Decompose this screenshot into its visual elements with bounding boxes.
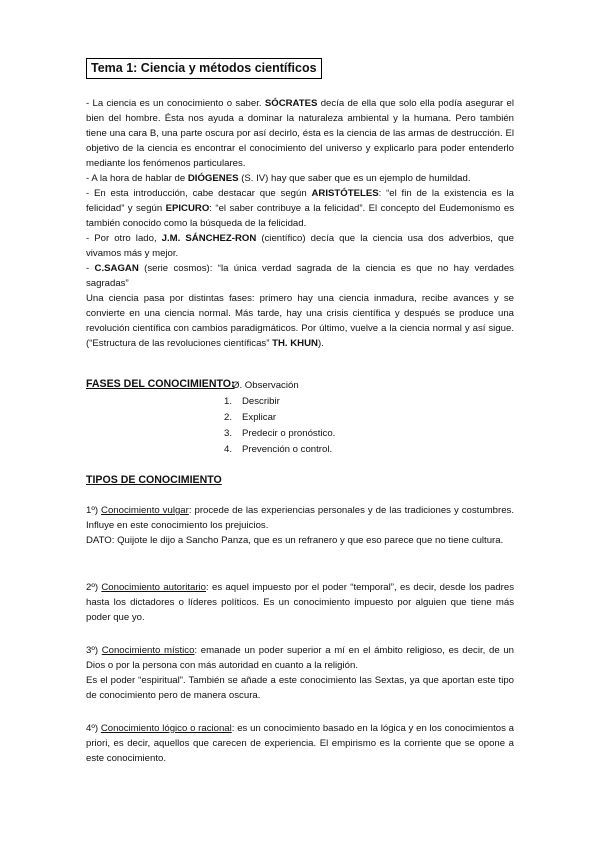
type-paragraph: 4º) Conocimiento lógico o racional: es un conocimiento basado en la lógica y en los conocimientos a priori, es decir, aquellos que carecen de experiencia. El empirismo es la corriente que se opone a este conocimiento. <box>86 723 515 764</box>
type-note: DATO: Quijote le dijo a Sancho Panza, que es un refranero y que eso parece que no tiene cultura. <box>86 535 504 546</box>
phase-item: 1. Describir <box>224 396 280 407</box>
document-title: Tema 1: Ciencia y métodos científicos <box>86 58 322 79</box>
type-paragraph: 3º) Conocimiento místico: emanade un poder superior a mí en el ámbito religioso, es decir, de un Dios o por la persona con más autoridad en cuanto a la religión. <box>86 645 514 671</box>
phase-item: 3. Predecir o pronóstico. <box>224 428 336 439</box>
type-mistico <box>86 643 514 703</box>
phase-item: 4. Prevención o control. <box>224 444 333 455</box>
type-note: Es el poder “espiritual”. También se añade a este conocimiento las Sextas, ya que aportan este tipo de conocimiento pero de manera oscura. <box>86 675 514 701</box>
type-logico <box>86 721 514 766</box>
intro-paragraph: - Por otro lado, J.M. SÁNCHEZ-RON (científico) decía que la ciencia usa dos adverbios, que vivamos más y mejor. <box>86 233 514 259</box>
phases-heading: FASES DEL CONOCIMIENTO: <box>86 378 235 390</box>
phases-list <box>224 394 335 458</box>
intro-paragraph: - En esta introducción, cabe destacar que según ARISTÓTELES: “el fin de la existencia es la felicidad” y según EPICURO: “el saber contribuye a la felicidad”. El concepto del Eudemonismo es también conocido como la búsqueda de la felicidad. <box>86 188 515 229</box>
phase-item: 2. Explicar <box>224 412 277 423</box>
intro-paragraph: Una ciencia pasa por distintas fases: primero hay una ciencia inmadura, recibe avances y se convierte en una ciencia normal. Más tarde, hay una crisis científica y después se produce una revolución científica con cambios paradigmáticos. Por último, vuelve a la ciencia normal y así sigue. (“Estructura de las revoluciones científicas” TH. KHUN). <box>86 293 514 349</box>
type-paragraph: 2º) Conocimiento autoritario: es aquel impuesto por el poder “temporal”, es decir, desde los padres hasta los dictadores o líderes políticos. Es un conocimiento impuesto por alguien que tiene más poder que yo. <box>86 582 514 623</box>
intro-paragraph: - C.SAGAN (serie cosmos): “la única verdad sagrada de la ciencia es que no hay verdades sagradas” <box>86 263 514 289</box>
phase-item-observation: Ø. Observación <box>232 380 299 391</box>
type-paragraph: 1º) Conocimiento vulgar: procede de las experiencias personales y de las tradiciones y costumbres. Influye en este conocimiento los prejuicios. <box>86 505 514 531</box>
types-heading: TIPOS DE CONOCIMIENTO <box>86 474 222 486</box>
intro-paragraph: - A la hora de hablar de DIÓGENES (S. IV) hay que saber que es un ejemplo de humildad. <box>86 173 471 184</box>
type-autoritario <box>86 580 514 625</box>
intro-section <box>86 96 514 351</box>
type-vulgar <box>86 503 514 548</box>
intro-paragraph: - La ciencia es un conocimiento o saber. SÓCRATES decía de ella que solo ella podía asegurar el bien del hombre. Ésta nos ayuda a dominar la naturaleza ambiental y la humana. Pero también tiene una cara B, una parte oscura por así decirlo, ésta es la ciencia de las armas de destrucción. El objetivo de la ciencia es encontrar el conocimiento del universo y explicarlo para poder entenderlo mediante los fenómenos particulares. <box>86 98 514 169</box>
